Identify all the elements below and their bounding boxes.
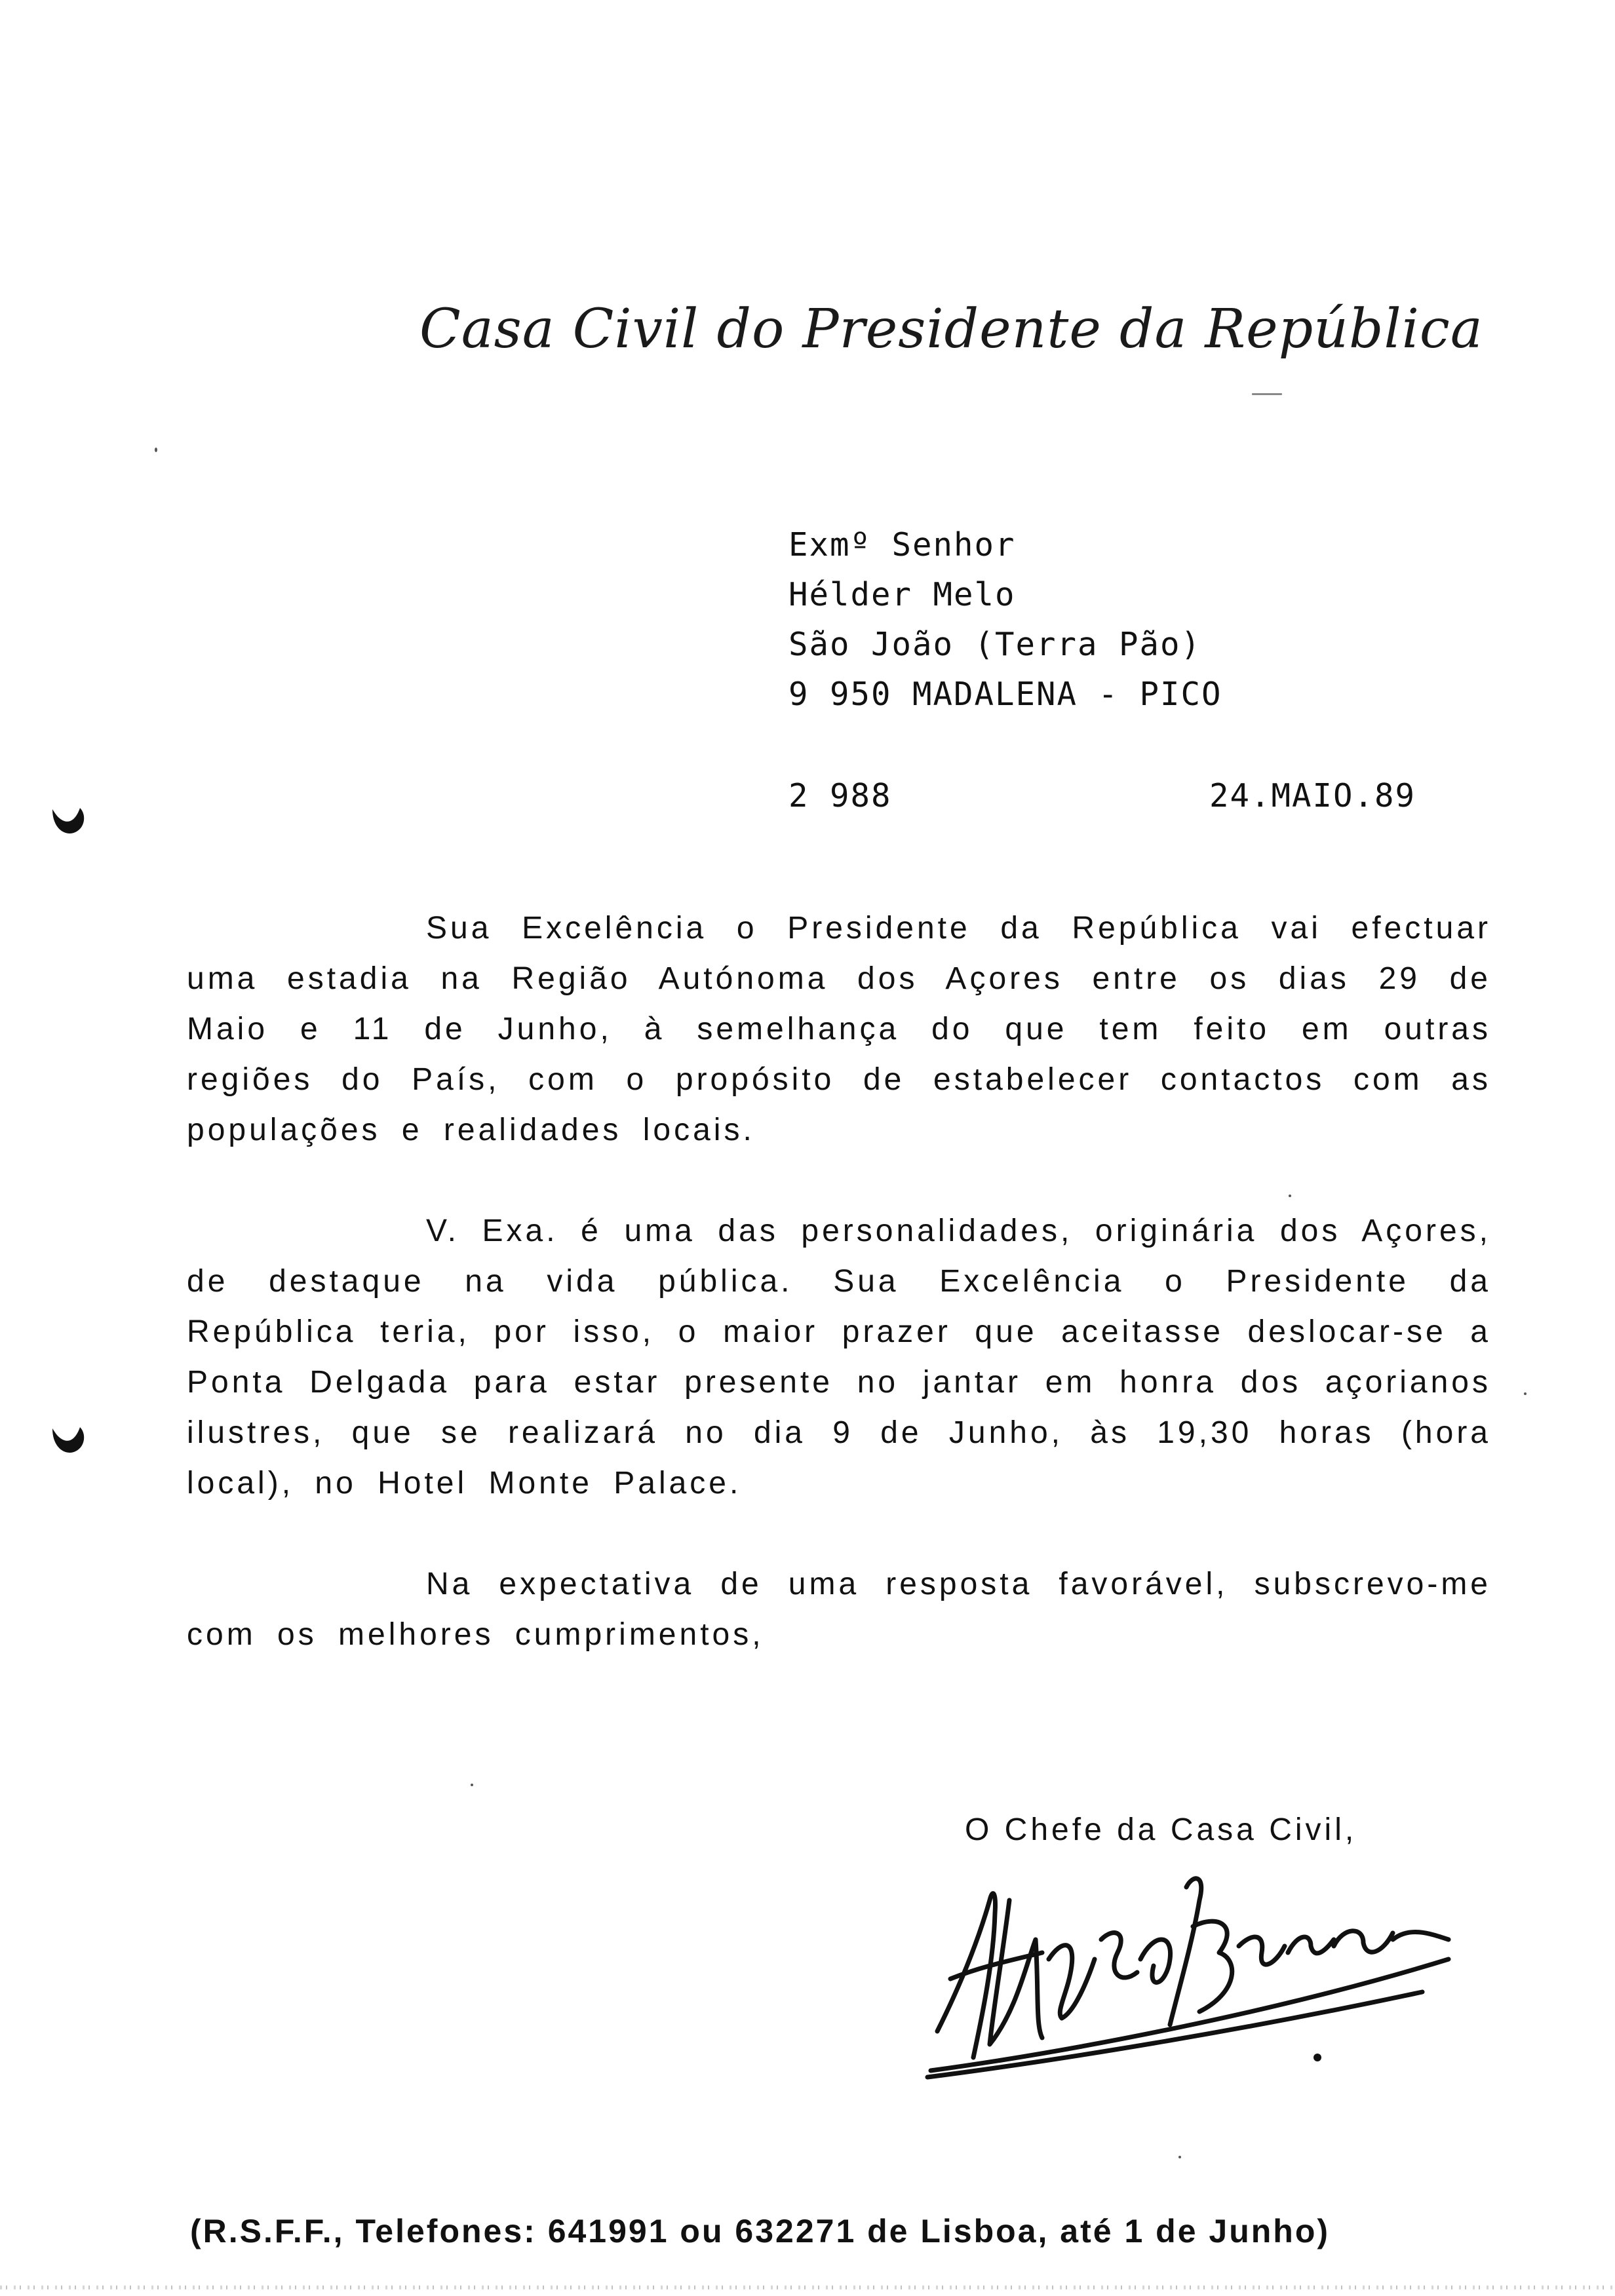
letter-body (187, 903, 1491, 1710)
scan-edge (0, 2286, 1615, 2289)
letterhead: Casa Civil do Presidente da República (419, 298, 1483, 360)
punch-hole-mark (46, 796, 92, 842)
scan-speck (471, 1784, 473, 1786)
footer-note: (R.S.F.F., Telefones: 641991 ou 632271 de Lisboa, até 1 de Junho) (190, 2213, 1331, 2249)
recipient-street: São João (Terra Pão) (788, 626, 1202, 663)
scan-speck (1524, 1392, 1527, 1395)
body-paragraph: Na expectativa de uma resposta favorável, subscrevo-me com os melhores cumprimentos, (187, 1567, 1491, 1652)
punch-hole-mark (46, 1415, 92, 1461)
signatory-title: O Chefe da Casa Civil, (965, 1812, 1357, 1847)
scan-speck (1252, 393, 1282, 395)
scan-speck (1178, 2156, 1181, 2158)
reference-number: 2 988 (788, 777, 892, 814)
recipient-salutation: Exmº Senhor (788, 526, 1016, 564)
body-paragraph: Sua Excelência o Presidente da República vai efectuar uma estadia na Região Autónoma dos Açores entre os dias 29 de Maio e 11 de Junho, à semelhança do que tem feito em outras regiões do País, com o propósito de estabelecer contactos com as populações e realidades locais. (187, 911, 1491, 1147)
recipient-name: Hélder Melo (788, 576, 1016, 613)
scan-speck (1289, 1195, 1291, 1197)
recipient-city: 9 950 MADALENA - PICO (788, 676, 1222, 713)
body-paragraph: V. Exa. é uma das personalidades, originária dos Açores, de destaque na vida pública. Sua Excelência o Presidente da República teria, por isso, o maior prazer que aceitasse deslocar-se a Ponta Delgada para estar presente no jantar em honra dos açorianos ilustres, que se realizará no dia 9 de Junho, às 19,30 horas (hora local), no Hotel Monte Palace. (187, 1214, 1491, 1501)
letter-date: 24.MAIO.89 (1209, 777, 1416, 814)
scan-speck (155, 448, 157, 452)
recipient-address (788, 520, 1222, 719)
handwritten-signature (911, 1861, 1468, 2097)
